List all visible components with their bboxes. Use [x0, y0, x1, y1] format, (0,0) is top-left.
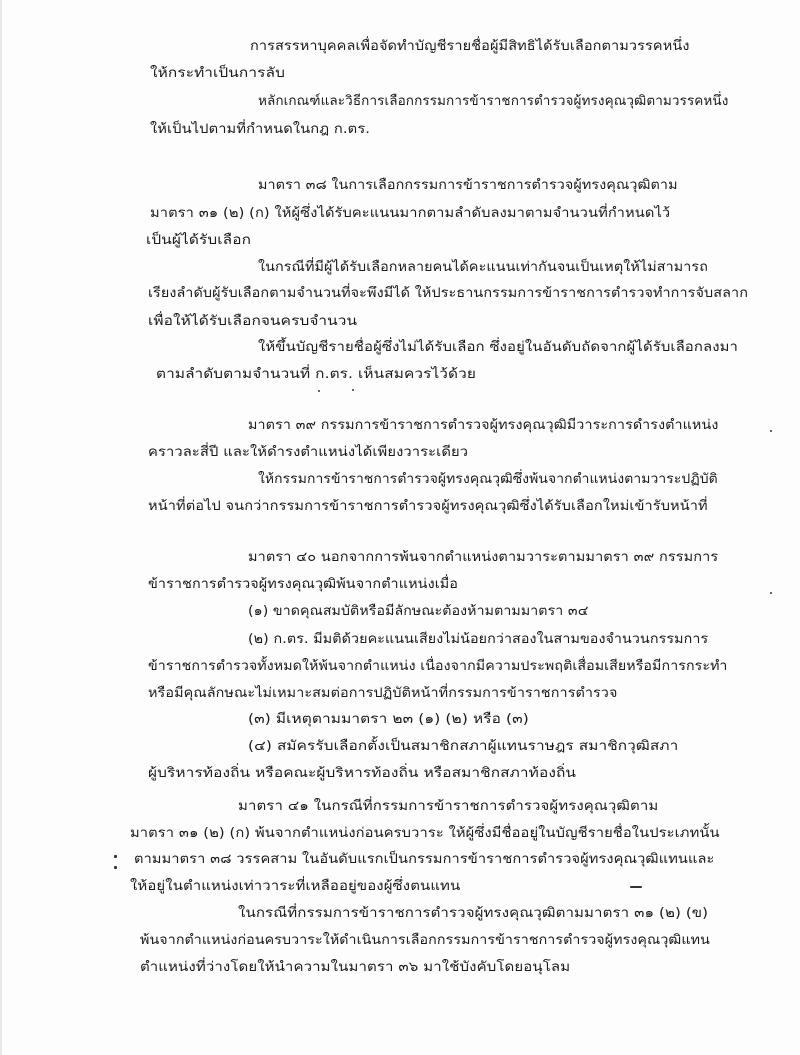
text-line: พ้นจากตำแหน่งก่อนครบวาระให้ดำเนินการเลือกกรรมการข้าราชการตำรวจผู้ทรงคุณวุฒิแทน — [140, 933, 710, 948]
scan-speck — [114, 855, 117, 858]
text-line: ให้เป็นไปตามที่กำหนดในกฎ ก.ตร. — [150, 122, 371, 137]
text-line: มาตรา ๓๑ (๒) (ก) พ้นจากตำแหน่งก่อนครบวาระ ให้ผู้ซึ่งมีชื่ออยู่ในบัญชีรายชื่อในประเภทนั้น — [130, 826, 720, 841]
section-heading-38: มาตรา ๓๘ ในการเลือกกรรมการข้าราชการตำรวจผู้ทรงคุณวุฒิตาม — [258, 178, 678, 193]
section-heading-41: มาตรา ๔๑ ในกรณีที่กรรมการข้าราชการตำรวจผู้ทรงคุณวุฒิตาม — [238, 799, 659, 814]
list-item: (๑) ขาดคุณสมบัติหรือมีลักษณะต้องห้ามตามมาตรา ๓๔ — [248, 604, 589, 619]
scan-speck — [770, 430, 772, 432]
text-line: หรือมีคุณลักษณะไม่เหมาะสมต่อการปฏิบัติหน้าที่กรรมการข้าราชการตำรวจ — [148, 686, 618, 701]
section-heading-40: มาตรา ๔๐ นอกจากการพ้นจากตำแหน่งตามวาระตามมาตรา ๓๙ กรรมการ — [248, 550, 719, 565]
list-item: (๓) มีเหตุตามมาตรา ๒๓ (๑) (๒) หรือ (๓) — [248, 712, 529, 727]
text-line: คราวละสี่ปี และให้ดำรงตำแหน่งได้เพียงวาระเดียว — [148, 445, 469, 460]
scan-speck — [770, 592, 772, 594]
list-item: (๔) สมัครรับเลือกตั้งเป็นสมาชิกสภาผู้แทนราษฎร สมาชิกวุฒิสภา — [248, 739, 679, 754]
text-line: ให้อยู่ในตำแหน่งเท่าวาระที่เหลืออยู่ของผู้ซึ่งตนแทน — [130, 879, 461, 894]
text-line: ให้กรรมการข้าราชการตำรวจผู้ทรงคุณวุฒิซึ่งพ้นจากตำแหน่งตามวาระปฏิบัติ — [258, 472, 718, 487]
text-line: ตามลำดับตามจำนวนที่ ก.ตร. เห็นสมควรไว้ด้วย — [156, 367, 477, 382]
list-item: (๒) ก.ตร. มีมติด้วยคะแนนเสียงไม่น้อยกว่าสองในสามของจำนวนกรรมการ — [248, 632, 709, 647]
scan-speck — [352, 389, 354, 391]
text-line: ให้ขึ้นบัญชีรายชื่อผู้ซึ่งไม่ได้รับเลือก ซึ่งอยู่ในอันดับถัดจากผู้ได้รับเลือกลงมา — [258, 340, 738, 355]
text-line: ในกรณีที่มีผู้ได้รับเลือกหลายคนได้คะแนนเท่ากันจนเป็นเหตุให้ไม่สามารถ — [258, 260, 708, 275]
text-line: ให้กระทำเป็นการลับ — [150, 66, 285, 81]
text-line: ข้าราชการตำรวจทั้งหมดให้พ้นจากตำแหน่ง เนื่องจากมีความประพฤติเสื่อมเสียหรือมีการกระทำ — [148, 659, 728, 674]
text-line: ตามมาตรา ๓๘ วรรคสาม ในอันดับแรกเป็นกรรมการข้าราชการตำรวจผู้ทรงคุณวุฒิแทนและ — [134, 852, 715, 867]
text-line: ในกรณีที่กรรมการข้าราชการตำรวจผู้ทรงคุณวุฒิตามมาตรา ๓๑ (๒) (ข) — [238, 906, 709, 921]
text-line: เรียงลำดับผู้รับเลือกตามจำนวนที่จะพึงมีได้ ให้ประธานกรรมการข้าราชการตำรวจทำการจับสลาก — [148, 286, 749, 301]
text-line: ผู้บริหารท้องถิ่น หรือคณะผู้บริหารท้องถิ่น หรือสมาชิกสภาท้องถิ่น — [148, 766, 577, 781]
text-line: มาตรา ๓๑ (๒) (ก) ให้ผู้ซึ่งได้รับคะแนนมากตามลำดับลงมาตามจำนวนที่กำหนดไว้ — [150, 206, 671, 221]
scan-edge — [0, 0, 2, 1055]
text-line: หน้าที่ต่อไป จนกว่ากรรมการข้าราชการตำรวจผู้ทรงคุณวุฒิซึ่งได้รับเลือกใหม่เข้ารับหน้าที่ — [148, 499, 708, 514]
text-line: เป็นผู้ได้รับเลือก — [146, 233, 252, 248]
scan-speck — [630, 886, 642, 888]
scan-speck — [318, 390, 320, 392]
text-line: เพื่อให้ได้รับเลือกจนครบจำนวน — [148, 314, 358, 329]
text-line: ตำแหน่งที่ว่างโดยให้นำความในมาตรา ๓๖ มาใช้บังคับโดยอนุโลม — [140, 960, 571, 975]
text-line: การสรรหาบุคคลเพื่อจัดทำบัญชีรายชื่อผู้มีสิทธิได้รับเลือกตามวรรคหนึ่ง — [250, 39, 690, 54]
scan-speck — [114, 866, 117, 869]
text-line: หลักเกณฑ์และวิธีการเลือกกรรมการข้าราชการตำรวจผู้ทรงคุณวุฒิตามวรรคหนึ่ง — [258, 94, 729, 109]
section-heading-39: มาตรา ๓๙ กรรมการข้าราชการตำรวจผู้ทรงคุณวุฒิมีวาระการดำรงตำแหน่ง — [248, 418, 719, 433]
text-line: ข้าราชการตำรวจผู้ทรงคุณวุฒิพ้นจากตำแหน่งเมื่อ — [148, 577, 459, 592]
